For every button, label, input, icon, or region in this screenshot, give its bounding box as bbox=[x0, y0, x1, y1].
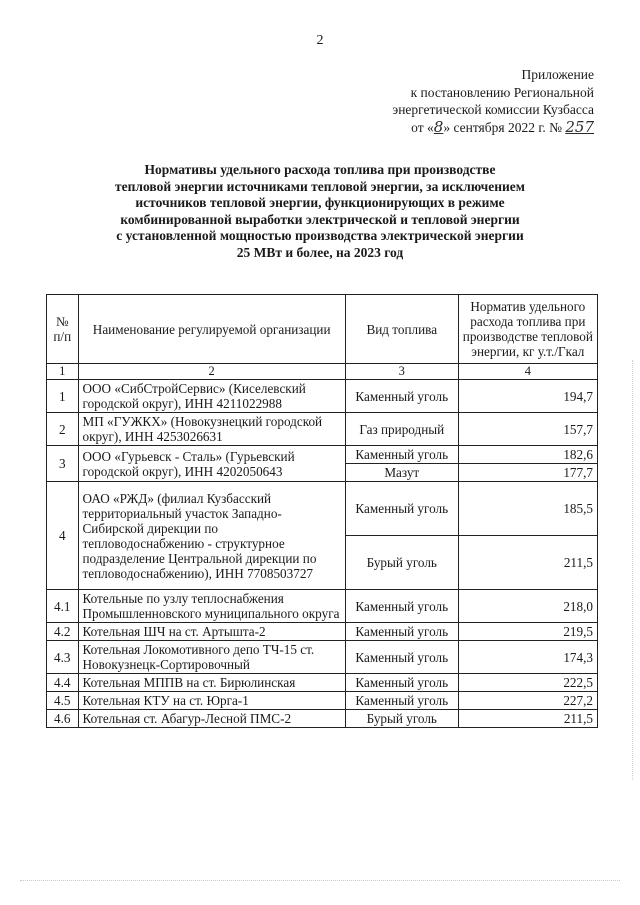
table-row bbox=[47, 692, 598, 710]
fuel-type: Каменный уголь bbox=[345, 590, 458, 623]
fuel-type: Каменный уголь bbox=[345, 482, 458, 536]
title-line: 25 МВт и более, на 2023 год bbox=[236, 244, 404, 260]
table-row bbox=[47, 641, 598, 674]
organization-name: Котельная Локомотивного депо ТЧ-15 ст. Новокузнецк-Сортировочный bbox=[78, 641, 345, 674]
fuel-type: Каменный уголь bbox=[345, 692, 458, 710]
table-row bbox=[47, 380, 598, 413]
fuel-type: Газ природный bbox=[345, 413, 458, 446]
header-num: № п/п bbox=[47, 295, 79, 364]
fuel-type: Каменный уголь bbox=[345, 641, 458, 674]
table-row bbox=[47, 590, 598, 623]
row-number: 4 bbox=[47, 482, 79, 590]
row-number: 4.1 bbox=[47, 590, 79, 623]
column-index: 1 bbox=[47, 364, 79, 380]
organization-name: ООО «СибСтройСервис» (Киселевский городской округ), ИНН 4211022988 bbox=[78, 380, 345, 413]
organization-name: Котельная ст. Абагур-Лесной ПМС-2 bbox=[78, 710, 345, 728]
organization-name: ООО «Гурьевск - Сталь» (Гурьевский городской округ), ИНН 4202050643 bbox=[78, 446, 345, 482]
table-row bbox=[47, 482, 598, 536]
fuel-type: Каменный уголь bbox=[345, 674, 458, 692]
row-number: 4.3 bbox=[47, 641, 79, 674]
scan-artifact bbox=[632, 360, 634, 780]
title-line: с установленной мощностью производства электрической энергии bbox=[116, 228, 524, 244]
appendix-date-line bbox=[300, 119, 594, 137]
column-index: 2 bbox=[78, 364, 345, 380]
document-title bbox=[60, 162, 580, 262]
norm-value: 157,7 bbox=[458, 413, 597, 446]
table-row bbox=[47, 623, 598, 641]
table-row bbox=[47, 413, 598, 446]
norm-value: 194,7 bbox=[458, 380, 597, 413]
title-line: комбинированной выработки электрической и тепловой энергии bbox=[120, 211, 520, 227]
organization-name: Котельная МППВ на ст. Бирюлинская bbox=[78, 674, 345, 692]
title-line: источников тепловой энергии, функционирующих в режиме bbox=[135, 195, 505, 211]
table-row bbox=[47, 446, 598, 464]
norm-value: 177,7 bbox=[458, 464, 597, 482]
fuel-type: Каменный уголь bbox=[345, 446, 458, 464]
organization-name: Котельная КТУ на ст. Юрга-1 bbox=[78, 692, 345, 710]
header-row bbox=[47, 295, 598, 364]
norm-value: 182,6 bbox=[458, 446, 597, 464]
appendix-title: Приложение bbox=[521, 67, 594, 82]
title-line: Нормативы удельного расхода топлива при производстве bbox=[144, 162, 496, 177]
norm-value: 174,3 bbox=[458, 641, 597, 674]
column-index: 4 bbox=[458, 364, 597, 380]
row-number: 2 bbox=[47, 413, 79, 446]
organization-name: ОАО «РЖД» (филиал Кузбасский территориальный участок Западно-Сибирской дирекции по тепловодоснабжению - структурное подразделение Центральной дирекции по тепловодоснабжению), ИНН 7708503727 bbox=[78, 482, 345, 590]
table-row bbox=[47, 710, 598, 728]
norm-value: 219,5 bbox=[458, 623, 597, 641]
norm-value: 185,5 bbox=[458, 482, 597, 536]
handwritten-number: 257 bbox=[565, 117, 594, 136]
fuel-type: Каменный уголь bbox=[345, 380, 458, 413]
row-number: 1 bbox=[47, 380, 79, 413]
column-index-row bbox=[47, 364, 598, 380]
page-number: 2 bbox=[316, 33, 324, 48]
row-number: 4.5 bbox=[47, 692, 79, 710]
row-number: 4.6 bbox=[47, 710, 79, 728]
date-middle: » сентября 2022 г. № bbox=[443, 119, 566, 135]
title-line: тепловой энергии источниками тепловой энергии, за исключением bbox=[115, 178, 525, 194]
header-norm: Норматив удельного расхода топлива при производстве тепловой энергии, кг у.т./Гкал bbox=[458, 295, 597, 364]
row-number: 4.2 bbox=[47, 623, 79, 641]
header-fuel: Вид топлива bbox=[345, 295, 458, 364]
fuel-type: Бурый уголь bbox=[345, 536, 458, 590]
organization-name: Котельная ШЧ на ст. Артышта-2 bbox=[78, 623, 345, 641]
fuel-type: Бурый уголь bbox=[345, 710, 458, 728]
handwritten-day: 8 bbox=[433, 117, 444, 136]
row-number: 3 bbox=[47, 446, 79, 482]
organization-name: МП «ГУЖКХ» (Новокузнецкий городской округ), ИНН 4253026631 bbox=[78, 413, 345, 446]
appendix-line-commission: энергетической комиссии Кузбасса bbox=[392, 102, 594, 117]
organization-name: Котельные по узлу теплоснабжения Промышленновского муниципального округа bbox=[78, 590, 345, 623]
appendix-line-resolution: к постановлению Региональной bbox=[410, 84, 594, 100]
row-number: 4.4 bbox=[47, 674, 79, 692]
norms-table bbox=[46, 294, 598, 728]
appendix-block bbox=[300, 66, 594, 136]
norm-value: 222,5 bbox=[458, 674, 597, 692]
norm-value: 227,2 bbox=[458, 692, 597, 710]
date-prefix: от « bbox=[411, 119, 434, 135]
fuel-type: Каменный уголь bbox=[345, 623, 458, 641]
table-row bbox=[47, 674, 598, 692]
norm-value: 218,0 bbox=[458, 590, 597, 623]
norm-value: 211,5 bbox=[458, 710, 597, 728]
column-index: 3 bbox=[345, 364, 458, 380]
header-org: Наименование регулируемой организации bbox=[78, 295, 345, 364]
scan-artifact bbox=[20, 880, 620, 883]
norm-value: 211,5 bbox=[458, 536, 597, 590]
fuel-type: Мазут bbox=[345, 464, 458, 482]
